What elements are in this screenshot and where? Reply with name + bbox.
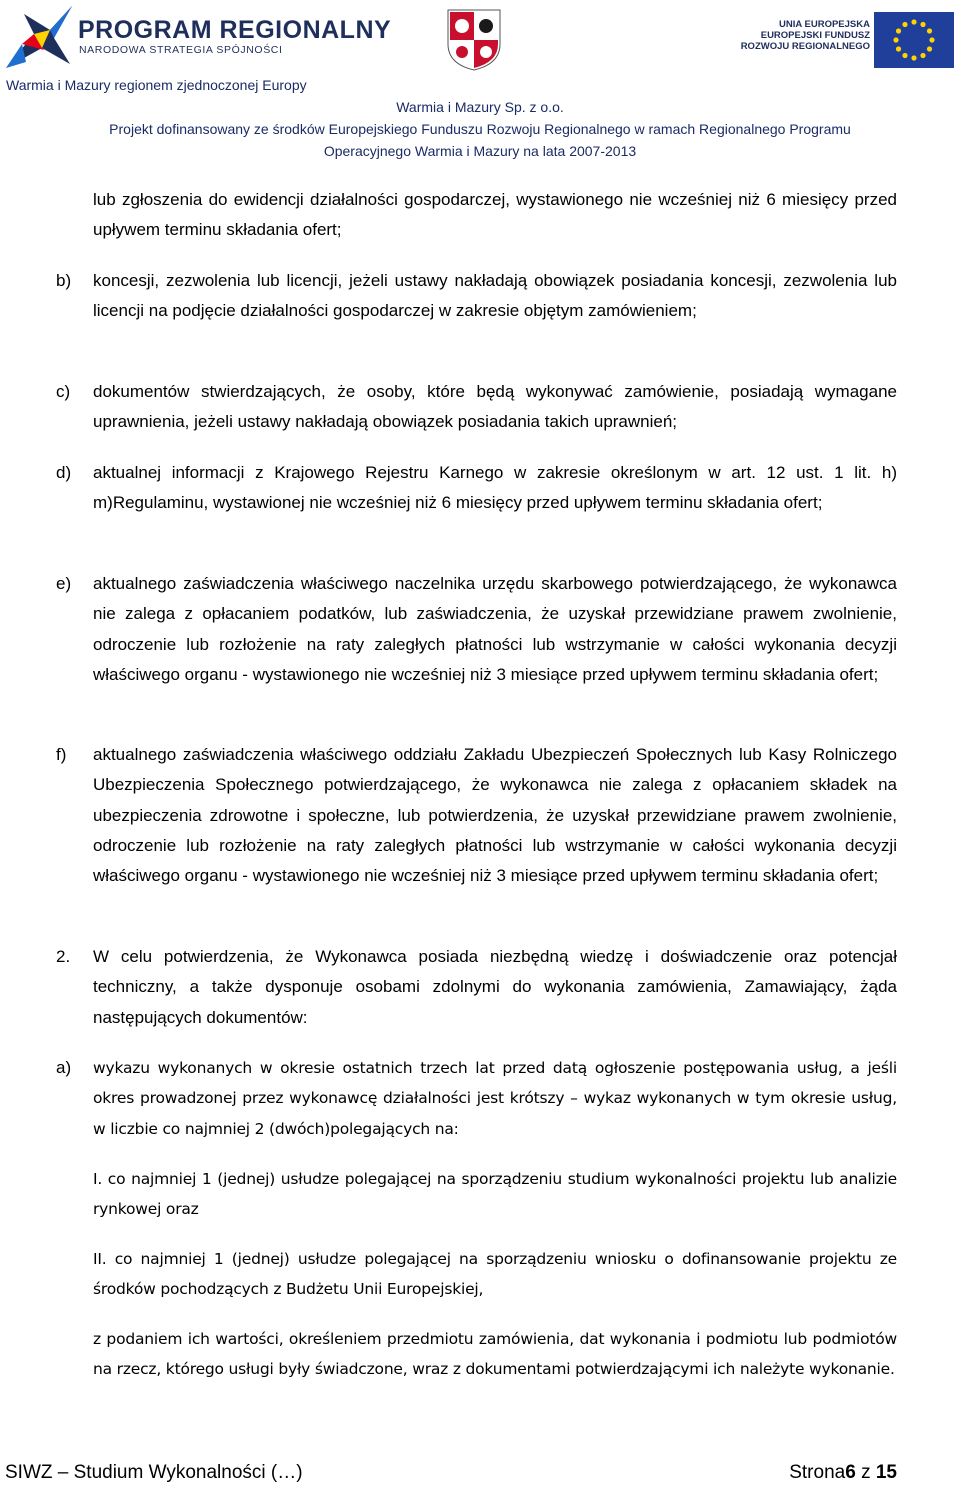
closing-paragraph: z podaniem ich wartości, określeniem przedmiotu zamówienia, dat wykonania i podmiotu lub podmiotów na rzecz, którego usługi były świadczone, wraz z dokumentami potwierdzającymi ich należyte wykonanie. (93, 1330, 897, 1379)
list-item-a: wykazu wykonanych w okresie ostatnich trzech lat przed datą ogłoszenie postępowania usług, a jeśli okres prowadzonej przez wykonawcę działalności jest krótszy – wykaz wykonanych w tym okresie usług, w liczbie co najmniej 2 (dwóch)polegających na: (93, 1059, 897, 1138)
eu-line-3: ROZWOJU REGIONALNEGO (740, 41, 870, 52)
page-header (0, 0, 960, 165)
footer-page-number (789, 1462, 897, 1484)
list-marker-f: f) (56, 745, 67, 764)
list-marker-2: 2. (56, 947, 71, 966)
eu-line-1: UNIA EUROPEJSKA (779, 19, 870, 30)
subitem-i: I. co najmniej 1 (jednej) usłudze polegającej na sporządzeniu studium wykonalności projektu lub analizie rynkowej oraz (93, 1170, 897, 1219)
footer-doc-title: SIWZ – Studium Wykonalności (…) (5, 1462, 303, 1483)
paragraph-continuation: lub zgłoszenia do ewidencji działalności gospodarczej, wystawionego nie wcześniej niż 6 miesięcy przed upływem terminu składania ofert; (93, 190, 897, 240)
eu-flag-icon (874, 12, 954, 68)
section-2-intro: W celu potwierdzenia, że Wykonawca posiada niezbędną wiedzę i doświadczenie oraz potencjał techniczny, a także dysponuje osobami zdolnymi do wykonania zamówienia, Zamawiający, żąda następujących dokumentów: (93, 947, 897, 1027)
list-item-c: dokumentów stwierdzających, że osoby, które będą wykonywać zamówienie, posiadają wymagane uprawnienia, jeżeli ustawy nakładają obowiązek posiadania takich uprawnień; (93, 382, 897, 432)
page-current: 6 (845, 1462, 856, 1483)
program-regionalny-logo (4, 4, 392, 70)
project-line-1: Projekt dofinansowany ze środków Europejskiego Funduszu Rozwoju Regionalnego w ramach Regionalnego Programu (109, 121, 851, 137)
eu-line-2: EUROPEJSKI FUNDUSZ (760, 30, 870, 41)
list-marker-e: e) (56, 574, 72, 593)
list-item-d: aktualnej informacji z Krajowego Rejestru Karnego w zakresie określonym w art. 12 ust. 1 lit. h) m)Regulaminu, wystawionej nie wcześniej niż 6 miesięcy przed upływem terminu składania ofert; (93, 463, 897, 513)
region-slogan: Warmia i Mazury regionem zjednoczonej Europy (6, 77, 307, 93)
program-subtitle: NARODOWA STRATEGIA SPÓJNOŚCI (79, 44, 283, 56)
nss-star-icon (4, 4, 74, 70)
list-marker-d: d) (56, 463, 72, 482)
program-title: PROGRAM REGIONALNY (78, 16, 392, 44)
regional-crest-icon (446, 6, 502, 72)
list-item-e: aktualnego zaświadczenia właściwego naczelnika urzędu skarbowego potwierdzającego, że wykonawca nie zalega z opłacaniem podatków, lub zaświadczenia, że uzyskał przewidziane prawem zwolnienie, odroczenie lub rozłożenie na raty zaległych płatności lub wstrzymanie w całości wykonania decyzji właściwego organu - wystawionego nie wcześniej niż 3 miesiące przed upływem terminu składania ofert; (93, 574, 897, 684)
subitem-ii: II. co najmniej 1 (jednej) usłudze polegającej na sporządzeniu wniosku o dofinansowanie projektu ze środków pochodzących z Budżetu Unii Europejskiej, (93, 1250, 897, 1299)
project-line-2: Operacyjnego Warmia i Mazury na lata 2007-2013 (323, 143, 637, 159)
list-item-f: aktualnego zaświadczenia właściwego oddziału Zakładu Ubezpieczeń Społecznych lub Kasy Rolniczego Ubezpieczenia Społecznego potwierdzającego, że wykonawca nie zalega z opłacaniem składek na ubezpieczenia zdrowotne i społeczne, lub potwierdzenia, że uzyskał przewidziane prawem zwolnienie, odroczenie lub rozłożenie na raty zaległych płatności lub wstrzymanie w całości wykonania decyzji właściwego organu - wystawionego nie wcześniej niż 3 miesiące przed upływem terminu składania ofert; (93, 745, 897, 886)
page-of: z (861, 1462, 871, 1483)
page-total: 15 (875, 1462, 897, 1483)
eu-fund-label (740, 19, 870, 52)
list-marker-a: a) (56, 1058, 72, 1077)
list-marker-c: c) (56, 382, 71, 401)
page-word: Strona (789, 1462, 846, 1483)
company-name: Warmia i Mazury Sp. z o.o. (396, 99, 564, 115)
list-marker-b: b) (56, 271, 72, 290)
list-item-b: koncesji, zezwolenia lub licencji, jeżeli ustawy nakładają obowiązek posiadania koncesji, zezwolenia lub licencji na podjęcie działalności gospodarczej w zakresie objętym zamówieniem; (93, 271, 897, 321)
